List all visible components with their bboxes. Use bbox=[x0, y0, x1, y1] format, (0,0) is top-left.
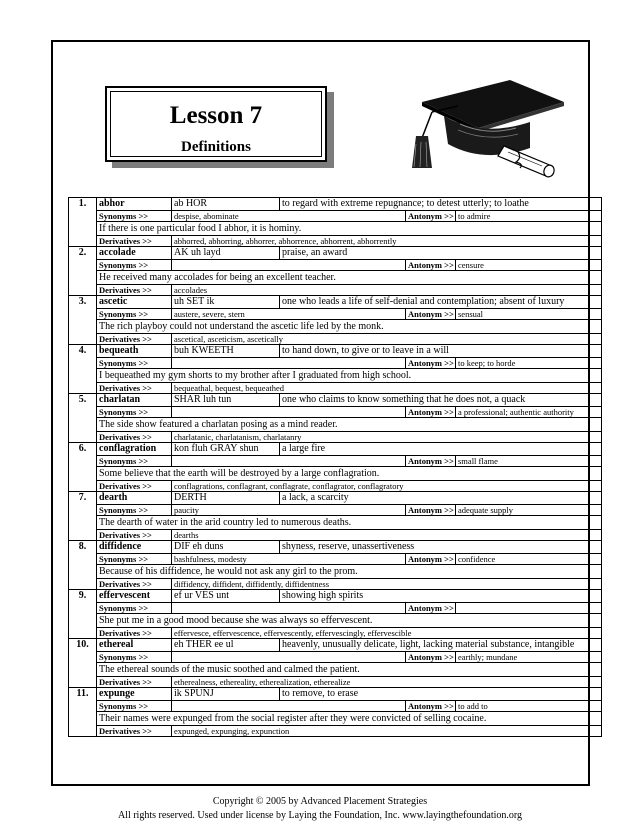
definition: heavenly, unusually delicate, light, lacking material substance, intangible bbox=[280, 639, 602, 652]
entry-row bbox=[69, 663, 602, 677]
pronunciation: ab HOR bbox=[172, 198, 280, 211]
definition: one who leads a life of self-denial and contemplation; absent of luxury bbox=[280, 296, 602, 309]
entry-row bbox=[69, 579, 602, 590]
antonym-value: confidence bbox=[456, 554, 602, 565]
entry-row bbox=[69, 236, 602, 247]
entry-row bbox=[69, 614, 602, 628]
diploma-scroll-icon bbox=[498, 146, 556, 178]
derivatives-value: accolades bbox=[172, 285, 602, 296]
pronunciation: DERTH bbox=[172, 492, 280, 505]
vocabulary-table bbox=[68, 197, 602, 737]
derivatives-label: Derivatives >> bbox=[97, 481, 172, 492]
entry-row bbox=[69, 677, 602, 688]
synonyms-value bbox=[172, 407, 406, 418]
derivatives-label: Derivatives >> bbox=[97, 383, 172, 394]
entry-row bbox=[69, 541, 602, 554]
entry-row bbox=[69, 309, 602, 320]
definition: to remove, to erase bbox=[280, 688, 602, 701]
entry-row bbox=[69, 726, 602, 737]
antonym-label: Antonym >> bbox=[406, 309, 456, 320]
derivatives-label: Derivatives >> bbox=[97, 726, 172, 737]
derivatives-label: Derivatives >> bbox=[97, 285, 172, 296]
antonym-value: to keep; to horde bbox=[456, 358, 602, 369]
vocab-word: effervescent bbox=[97, 590, 172, 603]
antonym-value: earthly; mundane bbox=[456, 652, 602, 663]
entry-number: 10. bbox=[69, 639, 97, 688]
vocab-word: bequeath bbox=[97, 345, 172, 358]
synonyms-value bbox=[172, 652, 406, 663]
pronunciation: AK uh layd bbox=[172, 247, 280, 260]
entry-row bbox=[69, 590, 602, 603]
definition: to hand down, to give or to leave in a will bbox=[280, 345, 602, 358]
entry-row bbox=[69, 247, 602, 260]
synonyms-label: Synonyms >> bbox=[97, 309, 172, 320]
title-box bbox=[105, 86, 327, 162]
antonym-label: Antonym >> bbox=[406, 505, 456, 516]
entry-row bbox=[69, 369, 602, 383]
derivatives-value: diffidency, diffident, diffidently, diffidentness bbox=[172, 579, 602, 590]
entry-number: 4. bbox=[69, 345, 97, 394]
entry-row bbox=[69, 358, 602, 369]
derivatives-label: Derivatives >> bbox=[97, 530, 172, 541]
entry-number: 1. bbox=[69, 198, 97, 247]
synonyms-label: Synonyms >> bbox=[97, 211, 172, 222]
derivatives-value: conflagrations, conflagrant, conflagrate, conflagrator, conflagratory bbox=[172, 481, 602, 492]
antonym-value: adequate supply bbox=[456, 505, 602, 516]
derivatives-value: etherealness, ethereality, etherealization, etherealize bbox=[172, 677, 602, 688]
synonyms-label: Synonyms >> bbox=[97, 652, 172, 663]
pronunciation: uh SET ik bbox=[172, 296, 280, 309]
pronunciation: SHAR luh tun bbox=[172, 394, 280, 407]
entry-row bbox=[69, 639, 602, 652]
vocab-word: abhor bbox=[97, 198, 172, 211]
entry-row bbox=[69, 285, 602, 296]
entry-row bbox=[69, 432, 602, 443]
synonyms-value: despise, abominate bbox=[172, 211, 406, 222]
vocab-word: expunge bbox=[97, 688, 172, 701]
synonyms-value: paucity bbox=[172, 505, 406, 516]
definition: showing high spirits bbox=[280, 590, 602, 603]
license-line: All rights reserved. Used under license by Laying the Foundation, Inc. www.layingthefoundation.org bbox=[117, 810, 523, 821]
entry-row bbox=[69, 652, 602, 663]
synonyms-label: Synonyms >> bbox=[97, 407, 172, 418]
entry-row bbox=[69, 407, 602, 418]
entry-row bbox=[69, 688, 602, 701]
synonyms-value bbox=[172, 260, 406, 271]
example-sentence: She put me in a good mood because she was always so effervescent. bbox=[97, 614, 602, 628]
synonyms-label: Synonyms >> bbox=[97, 554, 172, 565]
entry-row bbox=[69, 320, 602, 334]
definition: to regard with extreme repugnance; to detest utterly; to loathe bbox=[280, 198, 602, 211]
definition: a lack, a scarcity bbox=[280, 492, 602, 505]
pronunciation: DIF eh duns bbox=[172, 541, 280, 554]
antonym-value: to admire bbox=[456, 211, 602, 222]
derivatives-value: effervesce, effervescence, effervescently, effervescingly, effervescible bbox=[172, 628, 602, 639]
example-sentence: The rich playboy could not understand the ascetic life led by the monk. bbox=[97, 320, 602, 334]
entry-row bbox=[69, 516, 602, 530]
antonym-label: Antonym >> bbox=[406, 260, 456, 271]
derivatives-label: Derivatives >> bbox=[97, 579, 172, 590]
synonyms-value bbox=[172, 603, 406, 614]
entry-number: 6. bbox=[69, 443, 97, 492]
lesson-subtitle: Definitions bbox=[180, 139, 251, 155]
derivatives-value: expunged, expunging, expunction bbox=[172, 726, 602, 737]
vocab-word: diffidence bbox=[97, 541, 172, 554]
vocab-word: accolade bbox=[97, 247, 172, 260]
synonyms-value bbox=[172, 358, 406, 369]
derivatives-value: charlatanic, charlatanism, charlatanry bbox=[172, 432, 602, 443]
pronunciation: eh THER ee ul bbox=[172, 639, 280, 652]
lesson-title: Lesson 7 bbox=[169, 102, 263, 129]
antonym-value: small flame bbox=[456, 456, 602, 467]
derivatives-label: Derivatives >> bbox=[97, 334, 172, 345]
antonym-label: Antonym >> bbox=[406, 603, 456, 614]
pronunciation: buh KWEETH bbox=[172, 345, 280, 358]
synonyms-label: Synonyms >> bbox=[97, 260, 172, 271]
derivatives-label: Derivatives >> bbox=[97, 628, 172, 639]
copyright-line: Copyright © 2005 by Advanced Placement Strategies bbox=[212, 796, 428, 807]
synonyms-label: Synonyms >> bbox=[97, 358, 172, 369]
entry-row bbox=[69, 443, 602, 456]
example-sentence: If there is one particular food I abhor, it is hominy. bbox=[97, 222, 602, 236]
entry-number: 2. bbox=[69, 247, 97, 296]
definition: shyness, reserve, unassertiveness bbox=[280, 541, 602, 554]
derivatives-label: Derivatives >> bbox=[97, 236, 172, 247]
entry-number: 11. bbox=[69, 688, 97, 737]
antonym-label: Antonym >> bbox=[406, 407, 456, 418]
example-sentence: The ethereal sounds of the music soothed and calmed the patient. bbox=[97, 663, 602, 677]
entry-row bbox=[69, 418, 602, 432]
example-sentence: Some believe that the earth will be destroyed by a large conflagration. bbox=[97, 467, 602, 481]
derivatives-value: bequeathal, bequest, bequeathed bbox=[172, 383, 602, 394]
pronunciation: ef ur VES unt bbox=[172, 590, 280, 603]
entry-row bbox=[69, 222, 602, 236]
example-sentence: The dearth of water in the arid country led to numerous deaths. bbox=[97, 516, 602, 530]
entry-row bbox=[69, 260, 602, 271]
entry-row bbox=[69, 628, 602, 639]
vocab-word: ethereal bbox=[97, 639, 172, 652]
antonym-value: sensual bbox=[456, 309, 602, 320]
derivatives-value: abhorred, abhorring, abhorrer, abhorrence, abhorrent, abhorrently bbox=[172, 236, 602, 247]
entry-row bbox=[69, 492, 602, 505]
antonym-value: censure bbox=[456, 260, 602, 271]
entry-row bbox=[69, 481, 602, 492]
entry-number: 5. bbox=[69, 394, 97, 443]
entry-row bbox=[69, 296, 602, 309]
entry-number: 8. bbox=[69, 541, 97, 590]
antonym-label: Antonym >> bbox=[406, 456, 456, 467]
entry-row bbox=[69, 603, 602, 614]
mortarboard-top bbox=[422, 80, 564, 132]
entry-row bbox=[69, 530, 602, 541]
synonyms-label: Synonyms >> bbox=[97, 456, 172, 467]
example-sentence: He received many accolades for being an excellent teacher. bbox=[97, 271, 602, 285]
pronunciation: ik SPUNJ bbox=[172, 688, 280, 701]
entry-row bbox=[69, 394, 602, 407]
derivatives-value: ascetical, asceticism, ascetically bbox=[172, 334, 602, 345]
example-sentence: I bequeathed my gym shorts to my brother after I graduated from high school. bbox=[97, 369, 602, 383]
antonym-label: Antonym >> bbox=[406, 211, 456, 222]
antonym-label: Antonym >> bbox=[406, 652, 456, 663]
entry-number: 9. bbox=[69, 590, 97, 639]
synonyms-label: Synonyms >> bbox=[97, 603, 172, 614]
example-sentence: The side show featured a charlatan posing as a mind reader. bbox=[97, 418, 602, 432]
synonyms-value bbox=[172, 701, 406, 712]
derivatives-label: Derivatives >> bbox=[97, 677, 172, 688]
vocab-word: ascetic bbox=[97, 296, 172, 309]
synonyms-label: Synonyms >> bbox=[97, 701, 172, 712]
synonyms-value: bashfulness, modesty bbox=[172, 554, 406, 565]
entry-row bbox=[69, 271, 602, 285]
entry-row bbox=[69, 505, 602, 516]
entry-row bbox=[69, 345, 602, 358]
vocab-word: charlatan bbox=[97, 394, 172, 407]
entry-row bbox=[69, 554, 602, 565]
entry-row bbox=[69, 467, 602, 481]
pronunciation: kon fluh GRAY shun bbox=[172, 443, 280, 456]
antonym-label: Antonym >> bbox=[406, 554, 456, 565]
entry-row bbox=[69, 456, 602, 467]
derivatives-label: Derivatives >> bbox=[97, 432, 172, 443]
entry-row bbox=[69, 383, 602, 394]
antonym-value: a professional; authentic authority bbox=[456, 407, 602, 418]
vocab-word: conflagration bbox=[97, 443, 172, 456]
graduation-cap-icon bbox=[392, 72, 567, 180]
synonyms-value bbox=[172, 456, 406, 467]
entry-row bbox=[69, 198, 602, 211]
antonym-value bbox=[456, 603, 602, 614]
entry-row bbox=[69, 701, 602, 712]
synonyms-label: Synonyms >> bbox=[97, 505, 172, 516]
entry-number: 7. bbox=[69, 492, 97, 541]
example-sentence: Their names were expunged from the social register after they were convicted of selling cocaine. bbox=[97, 712, 602, 726]
derivatives-value: dearths bbox=[172, 530, 602, 541]
entry-row bbox=[69, 565, 602, 579]
antonym-value: to add to bbox=[456, 701, 602, 712]
antonym-label: Antonym >> bbox=[406, 701, 456, 712]
entry-row bbox=[69, 334, 602, 345]
entry-row bbox=[69, 712, 602, 726]
entry-number: 3. bbox=[69, 296, 97, 345]
synonyms-value: austere, severe, stern bbox=[172, 309, 406, 320]
entry-row bbox=[69, 211, 602, 222]
vocab-word: dearth bbox=[97, 492, 172, 505]
definition: praise, an award bbox=[280, 247, 602, 260]
example-sentence: Because of his diffidence, he would not ask any girl to the prom. bbox=[97, 565, 602, 579]
definition: one who claims to know something that he does not, a quack bbox=[280, 394, 602, 407]
definition: a large fire bbox=[280, 443, 602, 456]
antonym-label: Antonym >> bbox=[406, 358, 456, 369]
